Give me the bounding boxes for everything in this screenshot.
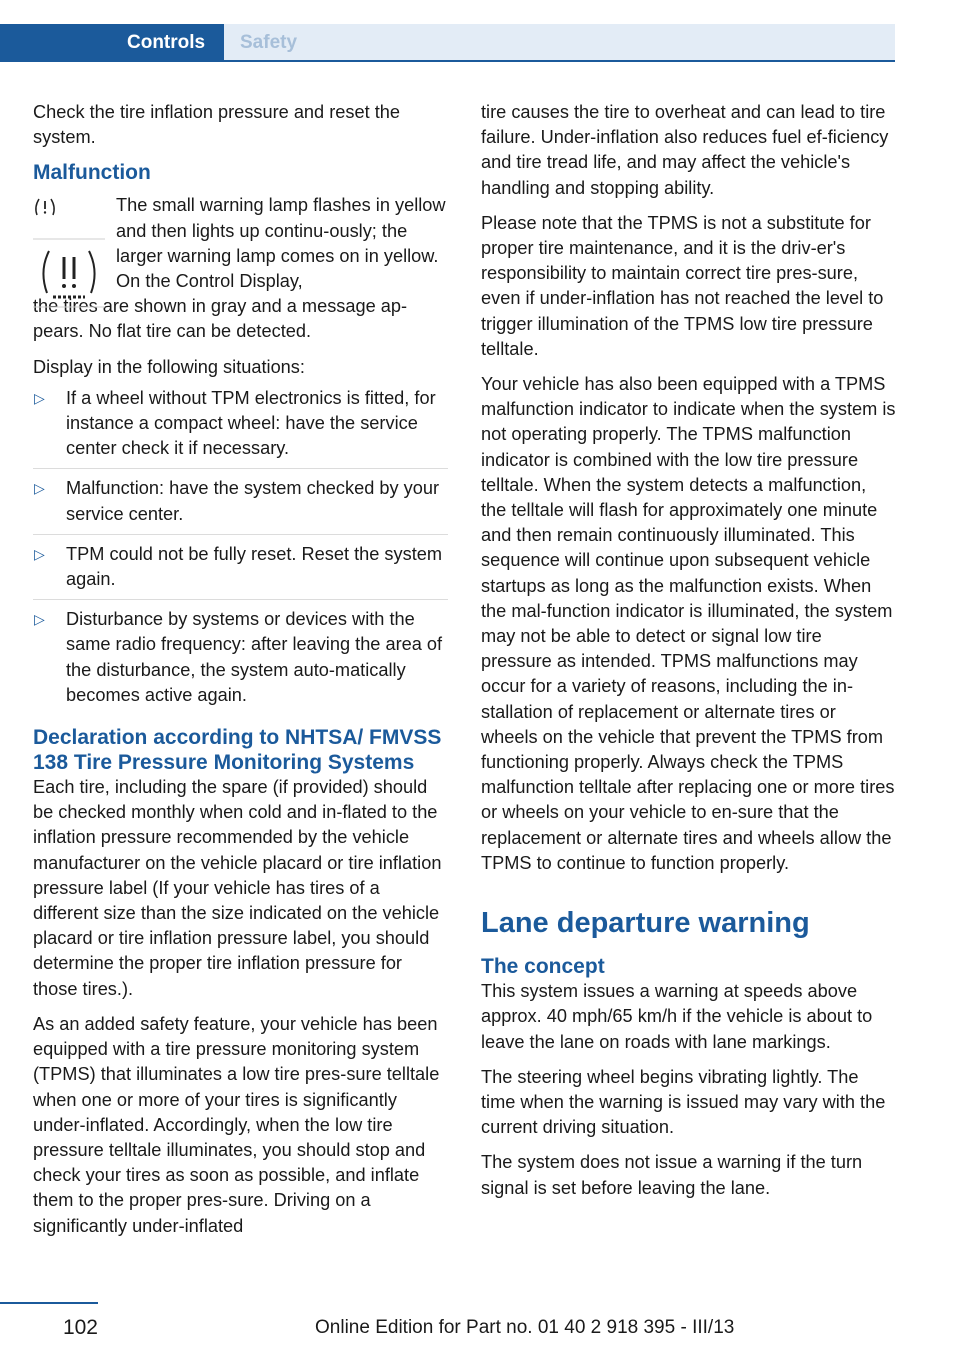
tab-controls[interactable]: Controls bbox=[0, 24, 224, 62]
footer-rule bbox=[0, 1302, 98, 1304]
heading-concept: The concept bbox=[481, 955, 605, 979]
heading-lane-departure: Lane departure warning bbox=[481, 907, 810, 940]
list-item: ▷ If a wheel without TPM electronics is fitted, for instance a compact wheel: have the service center check it if necessary. bbox=[33, 386, 448, 470]
tab-safety[interactable]: Safety bbox=[224, 24, 895, 60]
paragraph-overheat: tire causes the tire to overheat and can lead to tire failure. Under-inflation also reduces fuel ef‐ficiency and tire tread life, and may affect the vehicle's handling and stopping ability. bbox=[481, 102, 889, 198]
heading-declaration: Declaration according to NHTSA/ FMVSS 138 Tire Pressure Monitoring Systems bbox=[33, 726, 442, 775]
malfunction-block bbox=[33, 193, 448, 294]
situations-list bbox=[33, 386, 448, 715]
triangle-bullet-icon: ▷ bbox=[34, 545, 45, 562]
running-header bbox=[0, 24, 895, 62]
heading-malfunction: Malfunction bbox=[33, 161, 151, 185]
list-item: ▷ Disturbance by systems or devices with the same radio frequency: after leaving the area of the disturbance, the system auto‐matically becomes active again. bbox=[34, 609, 443, 705]
page-number: 102 bbox=[62, 1316, 98, 1339]
paragraph-turn-signal: The system does not issue a warning if the turn signal is set before leaving the lane. bbox=[481, 1152, 863, 1198]
list-item: ▷ TPM could not be fully reset. Reset the system again. bbox=[33, 542, 448, 600]
paragraph-each-tire: Each tire, including the spare (if provided) should be checked monthly when cold and in‐flated to the inflation pressure recommended by the vehicle manufacturer on the vehicle placard or tire inflation pressure label (If your vehicle has tires of a different size than the size indicated on the vehicle placard or tire inflation pressure label, you should determine the proper tire inflation pressure for those tires.). bbox=[33, 777, 442, 999]
warning-icons bbox=[33, 195, 105, 315]
paragraph-lamp-indent: The small warning lamp flashes in yellow and then lights up continu‐ously; the larger warning lamp comes on in yellow. On the Control Display, bbox=[116, 195, 446, 292]
right-column bbox=[481, 100, 896, 1211]
triangle-bullet-icon: ▷ bbox=[34, 480, 45, 497]
paragraph-steering: The steering wheel begins vibrating lightly. The time when the warning is issued may vary with the current driving situation. bbox=[481, 1066, 886, 1138]
paragraph-safety-feature: As an added safety feature, your vehicle has been equipped with a tire pressure monitoring system (TPMS) that illuminates a low tire pres‐sure telltale when one or more of your tires is significantly under-inflated. Accordingly, when the low tire pressure telltale illuminates, you should stop and check your tires as soon as possible, and inflate them to the proper pres‐sure. Driving on a significantly under-inflated bbox=[33, 1013, 440, 1236]
paragraph-lamp-cont: the tires are shown in gray and a message ap‐pears. No flat tire can be detected. bbox=[33, 296, 408, 342]
header-rule bbox=[0, 60, 895, 62]
paragraph-malfunction-indicator: Your vehicle has also been equipped with a TPMS malfunction indicator to indicate when the system is not operating properly. The TPMS malfunction indicator is combined with the low tire pressure telltale. When the system detects a malfunction, the telltale will flash for approximately one minute and then remain continuously illuminated. This sequence will continue upon subsequent vehicle startups as long as the malfunction exists. When the mal‐function indicator is illuminated, the system may not be able to detect or signal low tire pressure as intended. TPMS malfunctions may occur for a variety of reasons, including the in‐stallation of replacement or alternate tires or wheels on the vehicle that prevent the TPMS from functioning properly. Always check the TPMS malfunction telltale after replacing one or more tires or wheels on your vehicle to en‐sure that the replacement or alternate tires and wheels allow the TPMS to continue to function properly. bbox=[481, 374, 896, 873]
left-column bbox=[33, 100, 448, 1249]
page-footer bbox=[0, 1302, 960, 1362]
paragraph-not-substitute: Please note that the TPMS is not a substitute for proper tire maintenance, and it is the driv‐er's responsibility to maintain correct tire pres‐sure, even if under-inflation has not reached the level to trigger illumination of the TPMS low tire pressure telltale. bbox=[481, 212, 884, 359]
small-tire-warning-icon bbox=[33, 195, 105, 221]
paragraph-display: Display in the following situations: bbox=[33, 356, 305, 377]
large-tire-warning-icon bbox=[33, 235, 105, 309]
list-item: ▷ Malfunction: have the system checked by your service center. bbox=[33, 476, 448, 534]
edition-text: Online Edition for Part no. 01 40 2 918 395 - III/13 bbox=[315, 1317, 735, 1338]
triangle-bullet-icon: ▷ bbox=[34, 389, 45, 406]
paragraph-reset: Check the tire inflation pressure and reset the system. bbox=[33, 102, 400, 148]
triangle-bullet-icon: ▷ bbox=[34, 611, 45, 628]
paragraph-concept: This system issues a warning at speeds above approx. 40 mph/65 km/h if the vehicle is about to leave the lane on roads with lane markings. bbox=[481, 981, 873, 1052]
